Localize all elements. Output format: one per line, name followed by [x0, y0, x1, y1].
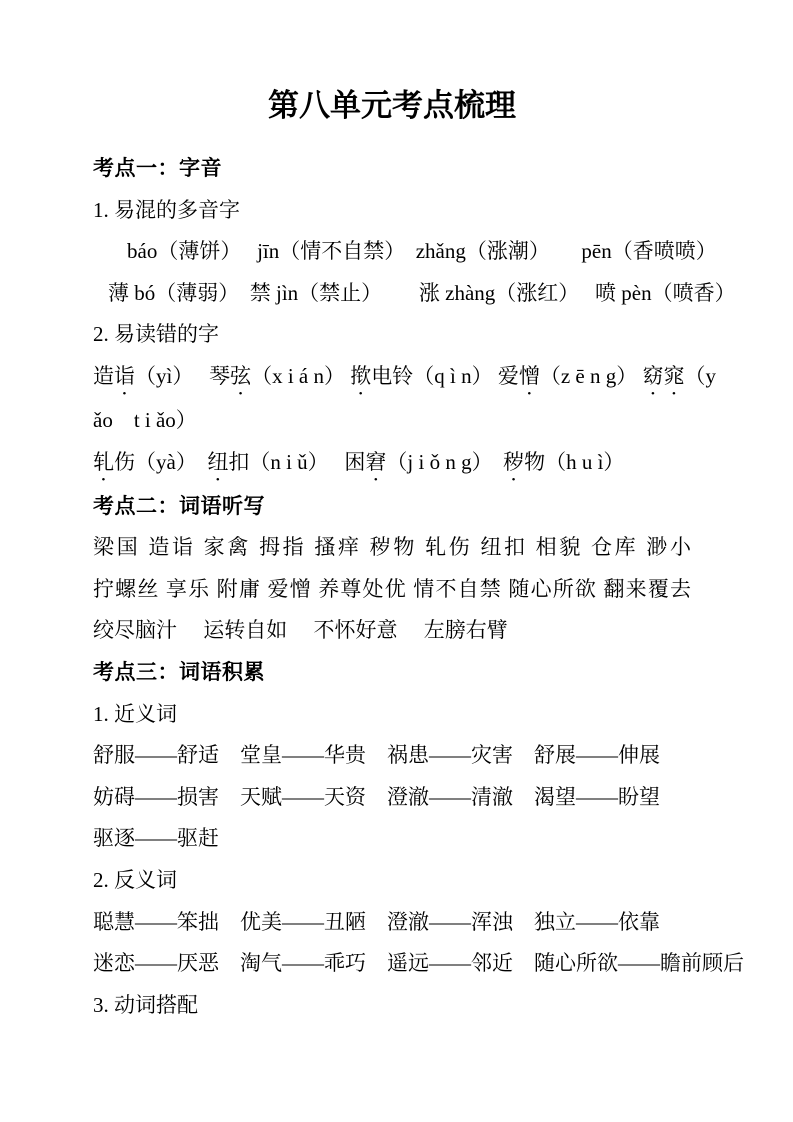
- row-tingxie-1: 梁国 造诣 家禽 拇指 搔痒 秽物 轧伤 纽扣 相貌 仓库 渺小: [93, 535, 691, 560]
- subhead-yiducuo: 2. 易读错的字: [93, 322, 219, 347]
- subhead-duoyinzi: 1. 易混的多音字: [93, 197, 240, 222]
- row-jinyici-1: 舒服——舒适 堂皇——华贵 祸患——灾害 舒展——伸展: [93, 743, 660, 768]
- row-yiducuo-1-wrap: ǎo t i ǎo）: [93, 407, 197, 432]
- row-yiducuo-2: 轧伤（yà） 纽扣（n i ǔ） 困窘（j i ǒ n g） 秽物（h u ì）: [93, 449, 625, 474]
- heading-kaodian-1: 考点一：字音: [93, 157, 222, 180]
- row-yiducuo-1: 造诣（yì） 琴弦（x i á n） 揿电铃（q ì n） 爱憎（z ē n g） 窈窕（y: [93, 363, 716, 388]
- row-jinyici-3: 驱逐——驱赶: [93, 826, 219, 851]
- row-jinyici-2: 妨碍——损害 天赋——天资 澄澈——清澈 渴望——盼望: [93, 784, 660, 809]
- document-title: 第八单元考点梳理: [268, 88, 516, 123]
- row-fanyici-2: 迷恋——厌恶 淘气——乖巧 遥远——邻近 随心所欲——瞻前顾后: [93, 951, 744, 976]
- subhead-jinyici: 1. 近义词: [93, 701, 177, 726]
- document-body: [93, 148, 744, 1026]
- row-tingxie-3: 绞尽脑汁 运转自如 不怀好意 左膀右臂: [93, 618, 508, 643]
- row-fanyici-1: 聪慧——笨拙 优美——丑陋 澄澈——浑浊 独立——依靠: [93, 909, 660, 934]
- heading-kaodian-3: 考点三：词语积累: [93, 660, 265, 684]
- row-duoyinzi-pinyin-1: báo（薄饼） jīn（情不自禁） zhǎng（涨潮） pēn（香喷喷）: [127, 239, 717, 264]
- subhead-dongci-dapei: 3. 动词搭配: [93, 992, 198, 1017]
- heading-kaodian-2: 考点二：词语听写: [93, 494, 265, 518]
- row-tingxie-2: 拧螺丝 享乐 附庸 爱憎 养尊处优 情不自禁 随心所欲 翻来覆去: [93, 576, 691, 601]
- subhead-fanyici: 2. 反义词: [93, 867, 177, 892]
- row-duoyinzi-pinyin-2: 薄 bó（薄弱） 禁 jìn（禁止） 涨 zhàng（涨红） 喷 pèn（喷香）: [108, 280, 736, 305]
